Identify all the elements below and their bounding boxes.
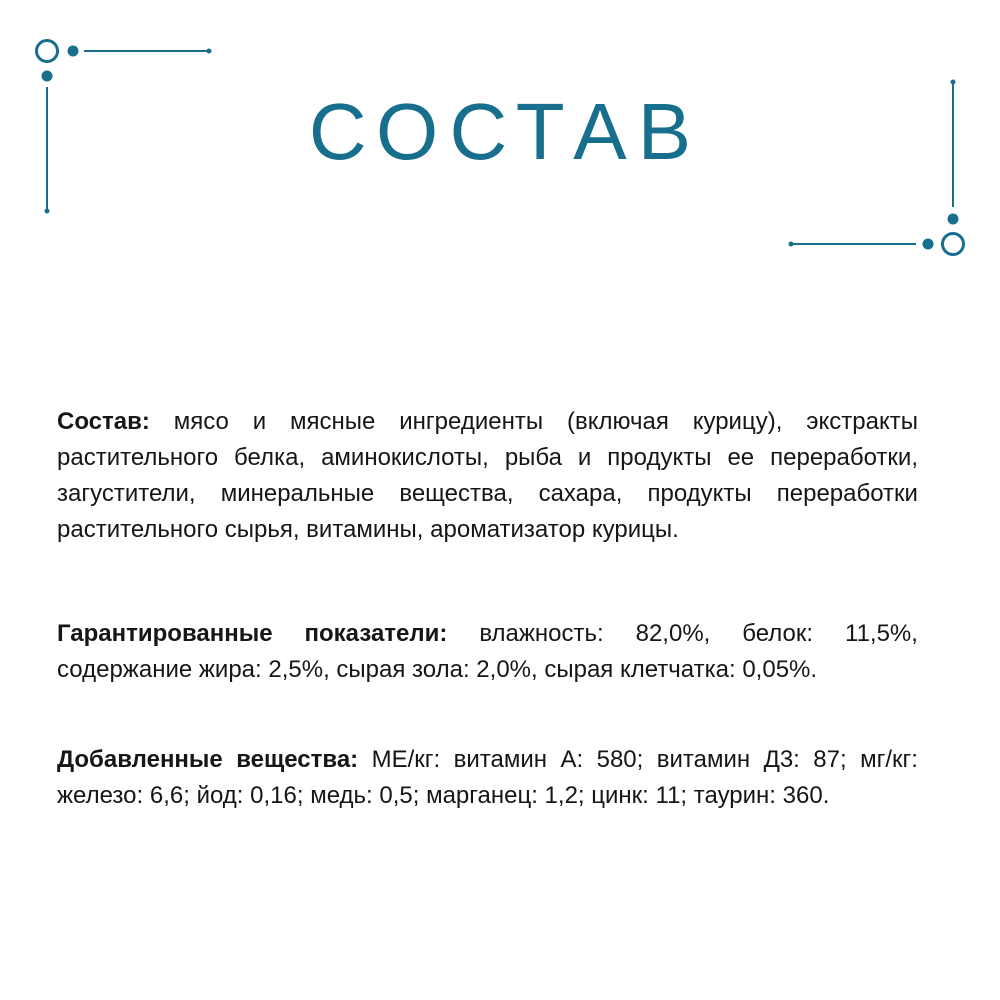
lead-word: показатели:	[304, 620, 448, 647]
word: Д3:	[763, 746, 800, 773]
composition-text	[57, 404, 918, 814]
word: сахара,	[538, 480, 623, 507]
lead-word: Добавленные	[57, 746, 223, 773]
line-end-dot-icon	[207, 49, 212, 54]
word: растительного	[57, 516, 219, 543]
word: белок:	[742, 620, 814, 647]
text-line	[57, 778, 918, 814]
word: витамин	[453, 746, 548, 773]
line-end-dot-icon	[789, 242, 794, 247]
word: 11,5%,	[845, 620, 918, 647]
word: содержание	[57, 656, 193, 683]
word: 0,5;	[379, 782, 420, 809]
word: марганец:	[426, 782, 538, 809]
text-line	[57, 440, 918, 476]
word: 0,05%.	[742, 656, 818, 683]
word: 580;	[596, 746, 644, 773]
word: и	[252, 408, 267, 435]
word: мг/кг:	[860, 746, 918, 773]
word: витамины,	[306, 516, 424, 543]
ring-icon	[943, 234, 964, 255]
text-line	[57, 652, 918, 688]
word: цинк:	[591, 782, 649, 809]
word: 11;	[655, 782, 688, 809]
word: 2,0%,	[476, 656, 538, 683]
word: курицы.	[591, 516, 679, 543]
word: продукты	[647, 480, 752, 507]
word: 82,0%,	[635, 620, 711, 647]
lead-word: Состав:	[57, 408, 150, 435]
word: ее	[727, 444, 755, 471]
text-line	[57, 616, 918, 652]
word: сырая	[336, 656, 406, 683]
word: сырья,	[224, 516, 300, 543]
word: мясные	[290, 408, 376, 435]
word: продукты	[607, 444, 712, 471]
line-end-dot-icon	[951, 80, 956, 85]
ring-icon	[37, 41, 58, 62]
word: витамин	[656, 746, 751, 773]
word: жира:	[198, 656, 262, 683]
lead-word: Гарантированные	[57, 620, 273, 647]
text-line	[57, 512, 918, 548]
word: ароматизатор	[430, 516, 586, 543]
word: вещества,	[399, 480, 514, 507]
word: железо:	[57, 782, 144, 809]
word: 360.	[782, 782, 830, 809]
word: 0,16;	[250, 782, 304, 809]
word: А:	[560, 746, 584, 773]
dot-icon	[948, 214, 959, 225]
word: 6,6;	[149, 782, 190, 809]
lead-word: вещества:	[236, 746, 359, 773]
word: курицу),	[692, 408, 783, 435]
line-end-dot-icon	[45, 209, 50, 214]
word: 1,2;	[544, 782, 585, 809]
dot-icon	[923, 239, 934, 250]
word: растительного	[57, 444, 219, 471]
paragraph	[57, 616, 918, 688]
word: клетчатка:	[619, 656, 736, 683]
word: МЕ/кг:	[371, 746, 441, 773]
paragraphs	[57, 404, 918, 814]
word: зола:	[412, 656, 470, 683]
word: йод:	[196, 782, 244, 809]
word: минеральные	[220, 480, 375, 507]
word: переработки,	[770, 444, 918, 471]
word: (включая	[566, 408, 669, 435]
word: медь:	[310, 782, 373, 809]
word: белка,	[234, 444, 306, 471]
word: таурин:	[693, 782, 776, 809]
page-title: СОСТАВ	[308, 87, 703, 176]
dot-icon	[68, 46, 79, 57]
text-line	[57, 476, 918, 512]
word: сырая	[544, 656, 614, 683]
word: переработки	[776, 480, 918, 507]
word: ингредиенты	[399, 408, 544, 435]
word: 87;	[813, 746, 847, 773]
word: рыба	[504, 444, 562, 471]
word: загустители,	[57, 480, 196, 507]
word: 2,5%,	[268, 656, 330, 683]
paragraph	[57, 742, 918, 814]
text-line	[57, 742, 918, 778]
paragraph	[57, 404, 918, 548]
word: и	[577, 444, 592, 471]
dot-icon	[42, 71, 53, 82]
word: мясо	[173, 408, 229, 435]
word: аминокислоты,	[321, 444, 489, 471]
word: экстракты	[806, 408, 918, 435]
text-line	[57, 404, 918, 440]
word: влажность:	[479, 620, 604, 647]
